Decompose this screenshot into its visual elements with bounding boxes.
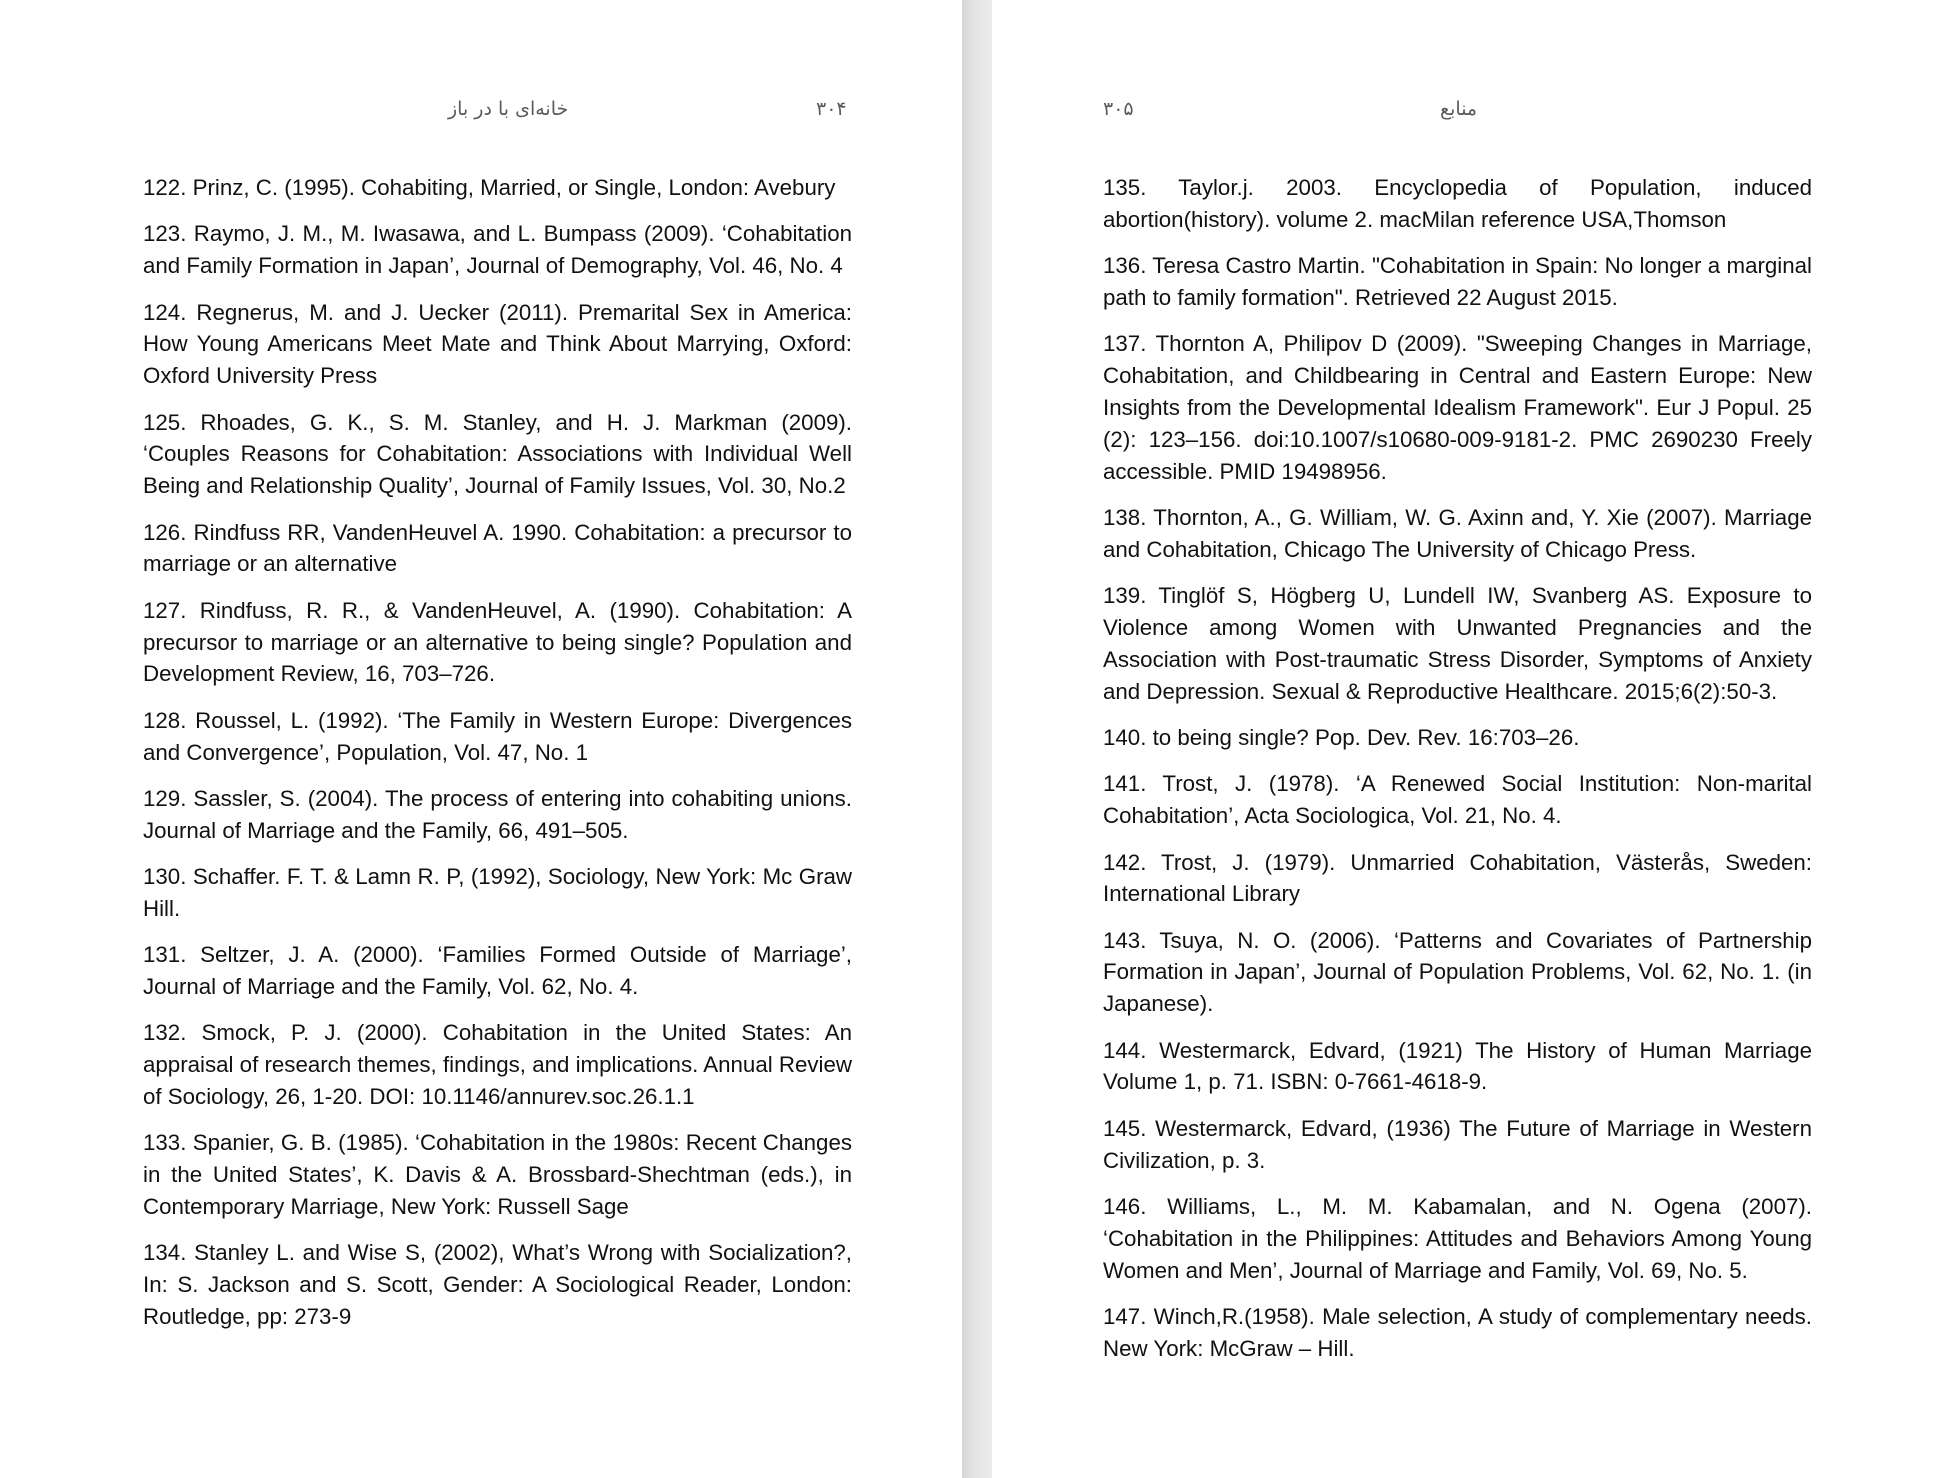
reference-item: 132. Smock, P. J. (2000). Cohabitation in the United States: An appraisal of research themes, findings, and implications. Annual Review of Sociology, 26, 1-20. DOI: 10.1146/annurev.soc.26.1.1	[143, 1020, 852, 1110]
left-page	[0, 0, 962, 1478]
page-number: ۳۰۴	[816, 98, 847, 120]
reference-item: 133. Spanier, G. B. (1985). ‘Cohabitation in the 1980s: Recent Changes in the United States’, K. Davis & A. Brossbard-Shechtman (eds.), in Contemporary Marriage, New York: Russell Sage	[143, 1130, 852, 1220]
reference-list	[1103, 172, 1812, 1379]
reference-list	[143, 172, 852, 1347]
reference-item: 129. Sassler, S. (2004). The process of entering into cohabiting unions. Journal of Marriage and the Family, 66, 491–505.	[143, 785, 852, 843]
reference-item: 136. Teresa Castro Martin. "Cohabitation in Spain: No longer a marginal path to family formation". Retrieved 22 August 2015.	[1103, 253, 1812, 310]
reference-item: 139. Tinglöf S, Högberg U, Lundell IW, Svanberg AS. Exposure to Violence among Women with Unwanted Pregnancies and the Association with Post-traumatic Stress Disorder, Symptoms of Anxiety and Depression. Sexual & Reproductive Healthcare. 2015;6(2):50-3.	[1103, 583, 1812, 704]
reference-item: 125. Rhoades, G. K., S. M. Stanley, and H. J. Markman (2009). ‘Couples Reasons for Cohabitation: Associations with Individual Well Being and Relationship Quality’, Journal of Family Issues, Vol. 30, No.2	[143, 409, 852, 499]
reference-item: 137. Thornton A, Philipov D (2009). "Sweeping Changes in Marriage, Cohabitation, and Childbearing in Central and Eastern Europe: New Insights from the Developmental Idealism Framework". Eur J Popul. 25 (2): 123–156. doi:10.1007/s10680-009-9181-2. PMC 2690230 Freely accessible. PMID 19498956.	[1103, 331, 1812, 484]
reference-item: 144. Westermarck, Edvard, (1921) The History of Human Marriage Volume 1, p. 71. ISBN: 0-7661-4618-9.	[1103, 1037, 1812, 1095]
reference-item: 127. Rindfuss, R. R., & VandenHeuvel, A. (1990). Cohabitation: A precursor to marriage or an alternative to being single? Population and Development Review, 16, 703–726.	[143, 597, 852, 687]
reference-item: 128. Roussel, L. (1992). ‘The Family in Western Europe: Divergences and Convergence’, Population, Vol. 47, No. 1	[143, 707, 852, 765]
reference-item: 142. Trost, J. (1979). Unmarried Cohabitation, Västerås, Sweden: International Library	[1103, 849, 1812, 907]
reference-item: 147. Winch,R.(1958). Male selection, A study of complementary needs. New York: McGraw – Hill.	[1103, 1304, 1812, 1361]
reference-item: 130. Schaffer. F. T. & Lamn R. P, (1992), Sociology, New York: Mc Graw Hill.	[143, 864, 852, 921]
reference-item: 131. Seltzer, J. A. (2000). ‘Families Formed Outside of Marriage’, Journal of Marriage and the Family, Vol. 62, No. 4.	[143, 942, 852, 1000]
page-gutter	[962, 0, 992, 1478]
reference-item: 124. Regnerus, M. and J. Uecker (2011). Premarital Sex in America: How Young Americans Meet Mate and Think About Marrying, Oxford: Oxford University Press	[143, 299, 852, 389]
page-number: ۳۰۵	[1103, 98, 1134, 120]
reference-item: 143. Tsuya, N. O. (2006). ‘Patterns and Covariates of Partnership Formation in Japan’, Journal of Population Problems, Vol. 62, No. 1. (in Japanese).	[1103, 927, 1812, 1017]
reference-item: 141. Trost, J. (1978). ‘A Renewed Social Institution: Non-marital Cohabitation’, Acta Sociologica, Vol. 21, No. 4.	[1103, 771, 1812, 829]
reference-item: 146. Williams, L., M. M. Kabamalan, and N. Ogena (2007). ‘Cohabitation in the Philippines: Attitudes and Behaviors Among Young Women and Men’, Journal of Marriage and Family, Vol. 69, No. 5.	[1103, 1194, 1812, 1283]
running-title: منابع	[1440, 98, 1478, 120]
reference-item: 123. Raymo, J. M., M. Iwasawa, and L. Bumpass (2009). ‘Cohabitation and Family Formation in Japan’, Journal of Demography, Vol. 46, No. 4	[143, 221, 852, 279]
reference-item: 140. to being single? Pop. Dev. Rev. 16:703–26.	[1103, 724, 1580, 750]
reference-item: 126. Rindfuss RR, VandenHeuvel A. 1990. Cohabitation: a precursor to marriage or an alternative	[143, 519, 852, 577]
reference-item: 135. Taylor.j. 2003. Encyclopedia of Population, induced abortion(history). volume 2. macMilan reference USA,Thomson	[1103, 175, 1812, 232]
reference-item: 134. Stanley L. and Wise S, (2002), What’s Wrong with Socialization?, In: S. Jackson and S. Scott, Gender: A Sociological Reader, London: Routledge, pp: 273-9	[143, 1240, 852, 1330]
reference-item: 138. Thornton, A., G. William, W. G. Axinn and, Y. Xie (2007). Marriage and Cohabitation, Chicago The University of Chicago Press.	[1103, 504, 1812, 562]
reference-item: 122. Prinz, C. (1995). Cohabiting, Married, or Single, London: Avebury	[143, 175, 836, 200]
reference-item: 145. Westermarck, Edvard, (1936) The Future of Marriage in Western Civilization, p. 3.	[1103, 1115, 1812, 1173]
right-page	[992, 0, 1952, 1478]
running-title: خانه‌ای با در باز	[448, 98, 569, 120]
